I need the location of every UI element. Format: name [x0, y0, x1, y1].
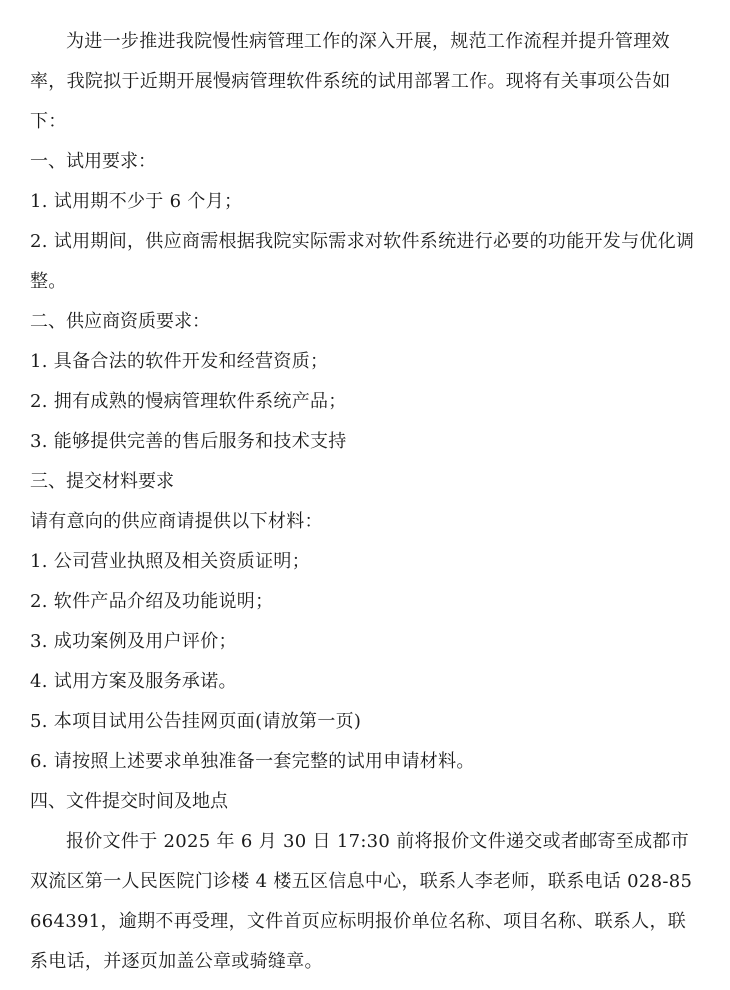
section-3-heading: 三、提交材料要求 — [30, 471, 174, 492]
section-2-item-1: 1. 具备合法的软件开发和经营资质； — [30, 351, 329, 372]
section-3-item-5: 5. 本项目试用公告挂网页面(请放第一页) — [30, 711, 362, 732]
section-1-item-1: 1. 试用期不少于 6 个月； — [30, 191, 243, 212]
section-2-heading: 二、供应商资质要求： — [30, 311, 210, 332]
section-2-item-3: 3. 能够提供完善的售后服务和技术支持 — [30, 431, 347, 452]
section-4-heading: 四、文件提交时间及地点 — [30, 791, 228, 812]
section-3-item-4: 4. 试用方案及服务承诺。 — [30, 671, 237, 692]
section-1-heading: 一、试用要求： — [30, 151, 156, 172]
section-3-item-2: 2. 软件产品介绍及功能说明； — [30, 591, 274, 612]
section-4-body: 报价文件于 2025 年 6 月 30 日 17:30 前将报价文件递交或者邮寄至成都市双流区第一人民医院门诊楼 4 楼五区信息中心，联系人李老师，联系电话 028-85664391，逾期不再受理，文件首页应标明报价单位名称、项目名称、联系人，联系电话，并逐页加盖公章或骑缝章。 — [30, 831, 693, 972]
intro-paragraph: 为进一步推进我院慢性病管理工作的深入开展，规范工作流程并提升管理效率，我院拟于近期开展慢病管理软件系统的试用部署工作。现将有关事项公告如下： — [30, 31, 671, 132]
notice-document — [30, 22, 702, 982]
section-2-item-2: 2. 拥有成熟的慢病管理软件系统产品； — [30, 391, 347, 412]
section-3-item-3: 3. 成功案例及用户评价； — [30, 631, 237, 652]
section-3-lead: 请有意向的供应商请提供以下材料： — [30, 511, 323, 532]
section-3-item-6: 6. 请按照上述要求单独准备一套完整的试用申请材料。 — [30, 751, 475, 772]
section-1-item-2: 2. 试用期间，供应商需根据我院实际需求对软件系统进行必要的功能开发与优化调整。 — [30, 231, 695, 292]
section-3-item-1: 1. 公司营业执照及相关资质证明； — [30, 551, 310, 572]
